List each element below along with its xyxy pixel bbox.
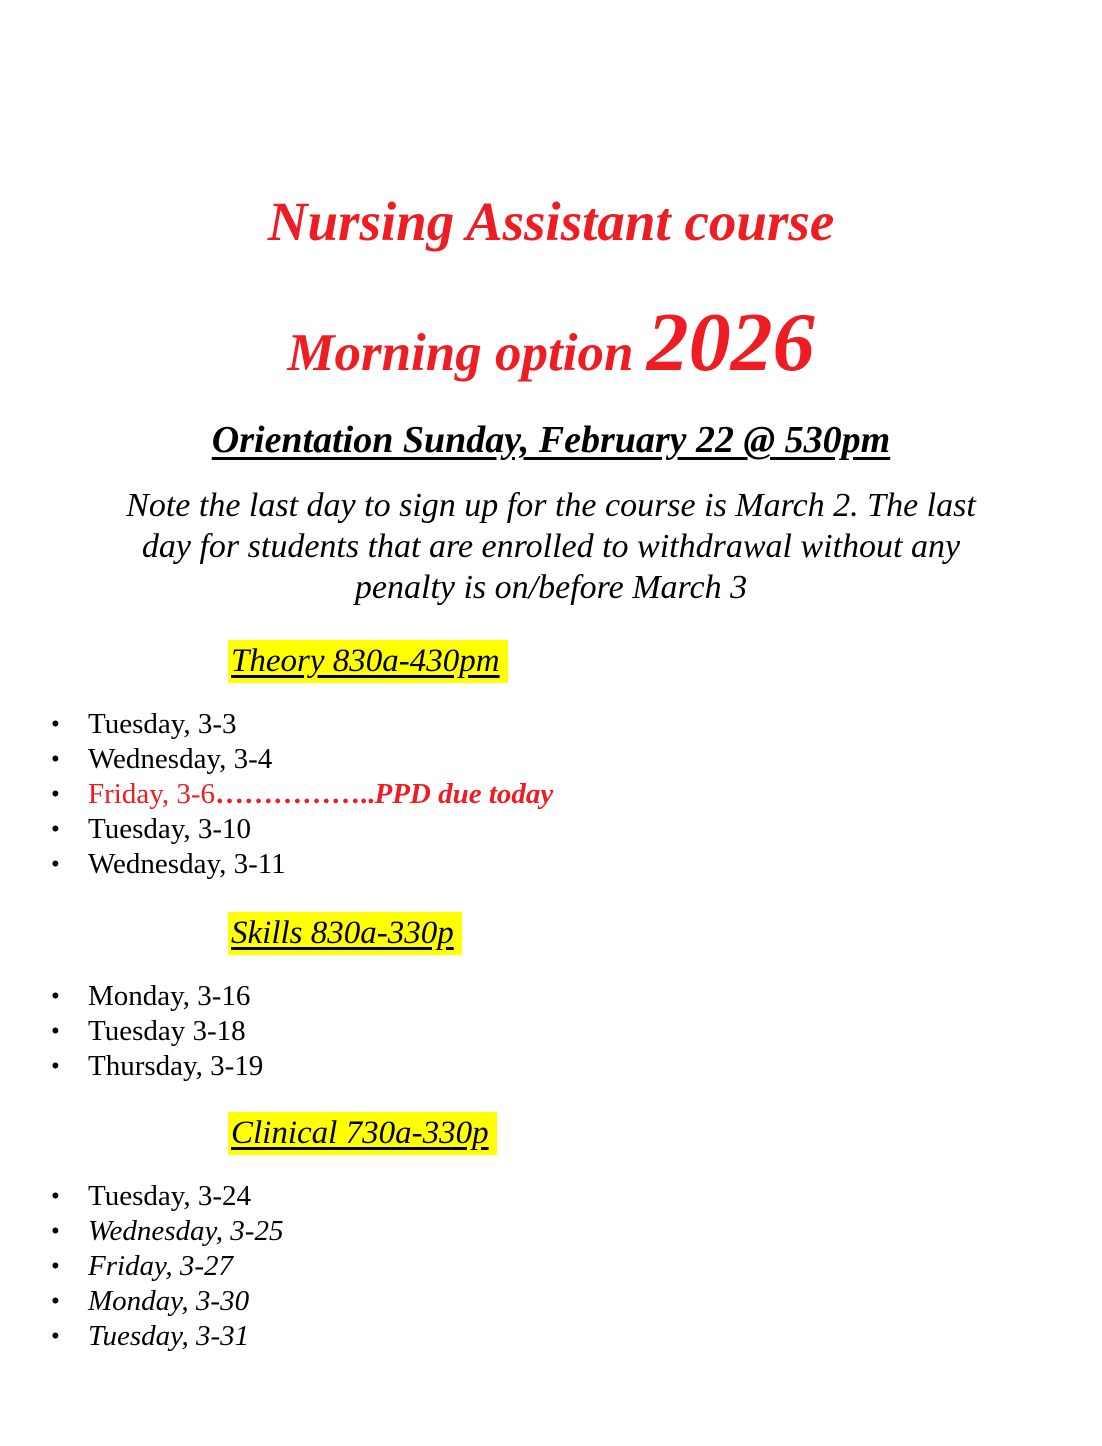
section-heading-skills: Skills 830a-330p [228,912,462,955]
list-item-ppd-due [0,777,1102,812]
bullet-icon: • [51,1322,60,1350]
list-item [0,742,1102,777]
list-item [0,1049,1102,1084]
list-item-label: Tuesday, 3-31 [88,1319,250,1352]
list-item [0,1249,1102,1284]
list-item [0,1014,1102,1049]
bullet-icon: • [51,1252,60,1280]
list-item [0,1284,1102,1319]
bullet-icon: • [51,745,60,773]
list-item [0,1214,1102,1249]
note-line-3: penalty is on/before March 3 [354,568,748,606]
list-item [0,979,1102,1014]
bullet-icon: • [51,780,60,808]
skills-list [0,979,1102,1084]
section-theory [0,640,1102,683]
bullet-icon: • [51,1052,60,1080]
list-item-label: Thursday, 3-19 [88,1049,264,1082]
clinical-list [0,1179,1102,1354]
list-item [0,847,1102,882]
list-item-label: Tuesday, 3-3 [88,707,237,740]
bullet-icon: • [51,710,60,738]
ppd-date-label: Friday, 3-6 [88,777,215,810]
page-subtitle [0,297,1102,389]
section-clinical [0,1112,1102,1155]
bullet-icon: • [51,850,60,878]
theory-list [0,707,1102,882]
list-item [0,812,1102,847]
bullet-icon: • [51,1217,60,1245]
orientation-heading: Orientation Sunday, February 22 @ 530pm [211,419,891,462]
section-heading-clinical: Clinical 730a-330p [228,1112,497,1155]
bullet-icon: • [51,1287,60,1315]
bullet-icon: • [51,815,60,843]
list-item-label: Wednesday, 3-11 [88,847,286,880]
list-item-label: Wednesday, 3-4 [88,742,273,775]
bullet-icon: • [51,1017,60,1045]
subtitle-text: Morning option [287,323,647,382]
list-item-label: Friday, 3-27 [88,1249,233,1282]
section-skills [0,912,1102,955]
section-heading-theory: Theory 830a-430pm [228,640,508,683]
note-line-2: day for students that are enrolled to withdrawal without any [141,527,961,565]
list-item-label: Tuesday 3-18 [88,1014,246,1047]
bullet-icon: • [51,1182,60,1210]
list-item-label: Monday, 3-16 [88,979,251,1012]
ppd-note-label: PPD due today [374,777,554,810]
list-item [0,1179,1102,1214]
note-paragraph [0,485,1102,608]
bullet-icon: • [51,982,60,1010]
page-title: Nursing Assistant course [267,191,835,252]
list-item-label: Monday, 3-30 [88,1284,250,1317]
list-item-label: Tuesday, 3-10 [88,812,251,845]
list-item [0,707,1102,742]
note-line-1: Note the last day to sign up for the course is March 2. The last [126,486,976,524]
list-item-label: Wednesday, 3-25 [88,1214,284,1247]
subtitle-year: 2026 [646,295,815,389]
dot-leader: …………….. [215,777,375,810]
list-item-label: Tuesday, 3-24 [88,1179,251,1212]
list-item [0,1319,1102,1354]
